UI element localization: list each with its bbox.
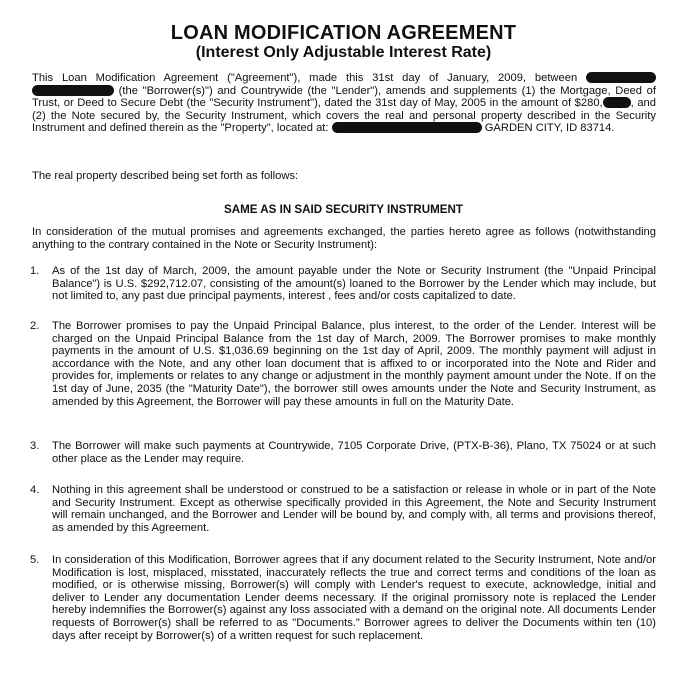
redaction-block	[32, 85, 114, 96]
list-item: Nothing in this agreement shall be understood or construed to be a satisfaction or release in whole or in part of the Note and Security Instrument. Except as otherwise specifically provided in this Agreement, the Note and Security Instrument will remain unchanged, and the Borrower and Lender will be bound by, and comply with, all terms and provisions thereof, as amended by this Agreement.	[52, 484, 656, 534]
item-number: 3.	[30, 440, 40, 452]
list-item: The Borrower will make such payments at Countrywide, 7105 Corporate Drive, (PTX-B-36), Plano, TX 75024 or at such other place as the Lender may require.	[52, 440, 656, 465]
intro-text-1: This Loan Modification Agreement ("Agreement"), made this 31st day of January, 2009, between	[32, 72, 578, 84]
item-number: 4.	[30, 484, 40, 496]
item-number: 5.	[30, 554, 40, 566]
item-number: 1.	[30, 265, 40, 277]
list-item: In consideration of this Modification, Borrower agrees that if any document related to the Security Instrument, Note and/or Modification is lost, misplaced, misstated, inaccurately reflects the true and correct terms and conditions of the loan as modified, or is otherwise missing, Borrower(s) will comply with Lender's request to execute, acknowledge, initial and deliver to Lender any documentation Lender deems necessary. If the original promissory note is replaced the Lender hereby indemnifies the Borrower(s) against any loss associated with a demand on the original note. All documents Lender requests of Borrower(s) shall be referred to as "Documents." Borrower agrees to deliver the Documents within ten (10) days after receipt by Borrower(s) of a written request for such replacement.	[52, 554, 656, 642]
intro-text-3: , and (2) the Note secured by, the Security Instrument, which covers the real and personal property described in the Security Instrument and defined therein as the "Property", located at:	[32, 97, 656, 135]
item-number: 2.	[30, 320, 40, 332]
list-item: As of the 1st day of March, 2009, the amount payable under the Note or Security Instrument (the "Unpaid Principal Balance") is U.S. $292,712.07, consisting of the amount(s) loaned to the Borrower by the Lender which may include, but not limited to, any past due principal payments, interest , fees and/or costs capitalized to date.	[52, 265, 656, 303]
document-title: LOAN MODIFICATION AGREEMENT	[170, 22, 517, 44]
list-item: The Borrower promises to pay the Unpaid Principal Balance, plus interest, to the order of the Lender. Interest will be charged on the Unpaid Principal Balance from the 1st day of March, 2009. The Borrower promises to make monthly payments in the amount of U.S. $1,036.69 beginning on the 1st day of April, 2009. The monthly payment will adjust in accordance with the Note, and any other loan document that is affixed to or incorporated into the Note and Rider and provides for, implements or relates to any change or adjustment in the monthly payment amount under the Note. If on the 1st day of June, 2035 (the "Maturity Date"), the borrower still owes amounts under the Note and Security Instrument, as amended by this Agreement, the Borrower will pay these amounts in full on the Maturity Date.	[52, 320, 656, 408]
consideration-paragraph: In consideration of the mutual promises and agreements exchanged, the parties hereto agree as follows (notwithstanding anything to the contrary contained in the Note or Security Instrument):	[32, 226, 656, 251]
intro-text-4: GARDEN CITY, ID 83714.	[484, 122, 615, 135]
intro-paragraph	[32, 72, 656, 135]
property-line: The real property described being set forth as follows:	[32, 170, 299, 182]
redaction-block	[332, 122, 482, 133]
redaction-block	[586, 72, 656, 83]
redaction-block	[603, 97, 631, 108]
document-subtitle: (Interest Only Adjustable Interest Rate)	[195, 44, 492, 61]
section-heading: SAME AS IN SAID SECURITY INSTRUMENT	[224, 203, 463, 216]
intro-text-2: (the "Borrower(s)") and Countrywide (the "Lender"), amends and supplements (1) the Mortgage, Deed of Trust, or Deed to Secure Debt (the "Security Instrument"), dated the 31st day of May, 2005 in the amount of $280,	[32, 84, 657, 110]
